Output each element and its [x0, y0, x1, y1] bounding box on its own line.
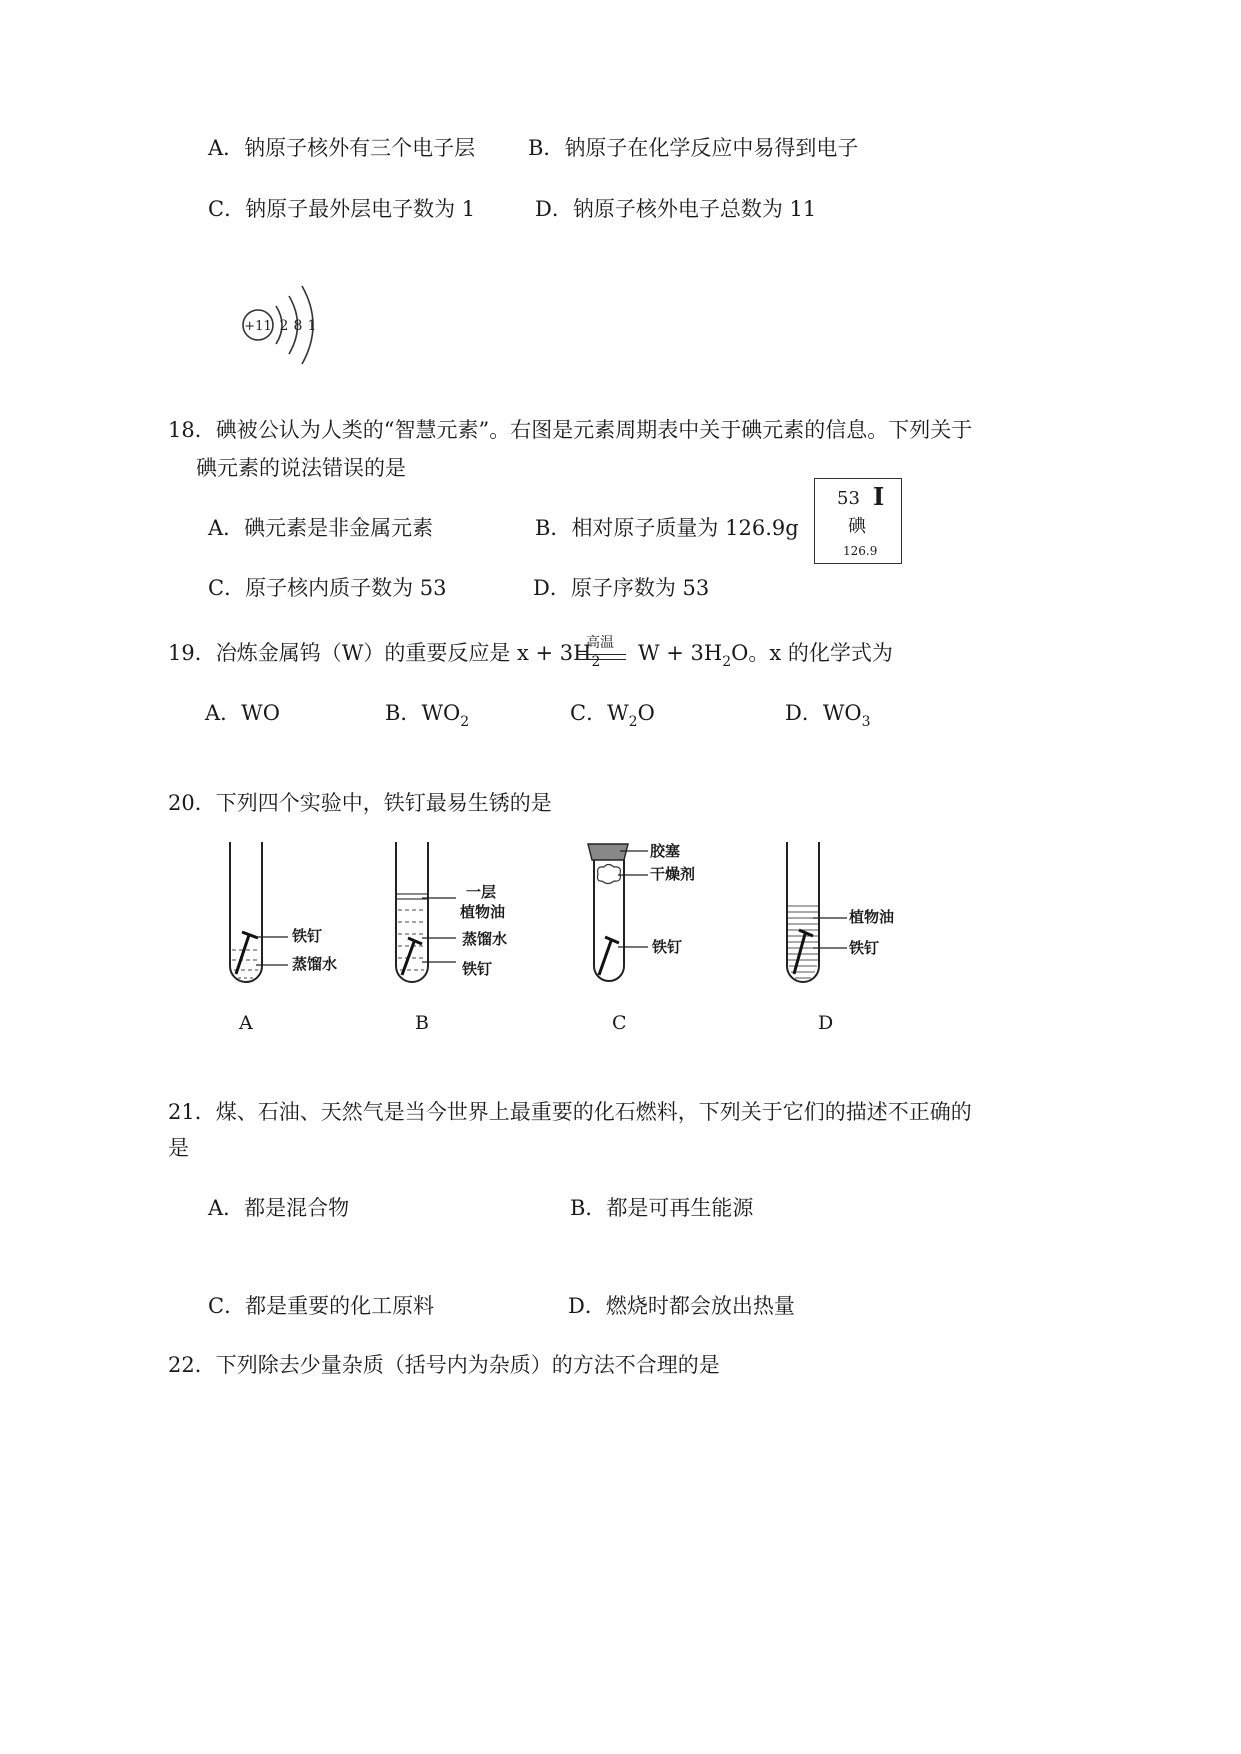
q22-stem [168, 1355, 720, 1376]
q19-stem [168, 641, 601, 670]
option-letter: B． [528, 136, 565, 160]
option-letter: B． [570, 1196, 607, 1220]
subscript: 3 [861, 714, 871, 730]
atomic-mass: 126.9 [843, 544, 878, 558]
subscript: 2 [591, 654, 601, 670]
option-letter: B． [385, 701, 422, 725]
option-letter: B． [535, 516, 572, 540]
tube-c-leaders [618, 845, 654, 955]
option-text: 钠原子核外电子总数为 11 [572, 197, 817, 221]
q18-stem-line1 [168, 420, 972, 441]
nucleus-charge: +11 [244, 319, 272, 334]
q17-option-d[interactable] [535, 199, 816, 220]
q17-option-a[interactable] [208, 138, 475, 159]
option-letter: D． [785, 701, 823, 725]
equation-left: 冶炼金属钨（W）的重要反应是 x + 3H [215, 641, 592, 665]
tube-b-label-water: 蒸馏水 [462, 930, 508, 948]
option-text: 都是重要的化工原料 [245, 1294, 435, 1318]
q19-option-d[interactable] [785, 701, 871, 730]
shell-2-count: 8 [293, 318, 303, 334]
option-letter: A． [208, 516, 245, 540]
option-text: 相对原子质量为 126.9g [571, 516, 799, 540]
question-number: 19． [168, 641, 216, 665]
tube-b-leaders [422, 890, 462, 970]
q17-option-c[interactable] [208, 199, 475, 220]
iodine-element-card [814, 478, 902, 564]
tube-b-label-oil-1: 一层 [466, 883, 497, 901]
question-number: 18． [168, 418, 216, 442]
tube-a-leaders [256, 925, 296, 975]
option-letter: A． [205, 701, 242, 725]
shell-1-count: 2 [279, 318, 289, 334]
q20-stem [168, 793, 552, 814]
q17-option-b[interactable] [528, 138, 858, 159]
option-text: 都是可再生能源 [606, 1196, 754, 1220]
element-name: 碘 [848, 516, 866, 537]
option-text: WO [421, 701, 461, 725]
option-text: 都是混合物 [244, 1196, 350, 1220]
option-letter: C． [208, 197, 246, 221]
q21-stem-line2: 是 [168, 1136, 189, 1160]
option-text: 燃烧时都会放出热量 [605, 1294, 795, 1318]
equals-line-bottom [578, 659, 626, 660]
option-text-post: O [637, 701, 655, 725]
tube-c-label-stopper: 胶塞 [650, 842, 681, 860]
q18-option-a[interactable] [208, 518, 433, 539]
equation-right: W + 3H [638, 641, 723, 665]
option-text: W [607, 701, 629, 725]
q21-option-a[interactable] [208, 1198, 349, 1219]
atomic-number: 53 [837, 488, 860, 509]
option-text: WO [241, 701, 280, 725]
tube-c-caption[interactable]: C [612, 1012, 627, 1034]
q18-option-c[interactable] [208, 578, 446, 599]
option-text: 原子核内质子数为 53 [245, 576, 447, 600]
question-number: 21． [168, 1100, 216, 1124]
option-text: 碘元素是非金属元素 [244, 516, 434, 540]
question-text: 碘被公认为人类的“智慧元素”。右图是元素周期表中关于碘元素的信息。下列关于 [215, 418, 973, 442]
q21-option-b[interactable] [570, 1198, 753, 1219]
tube-d-caption[interactable]: D [818, 1012, 834, 1034]
q19-option-a[interactable] [205, 703, 280, 724]
question-text: 下列除去少量杂质（括号内为杂质）的方法不合理的是 [215, 1353, 720, 1377]
option-letter: A． [208, 136, 245, 160]
tube-d-label-nail: 铁钉 [849, 939, 880, 957]
q21-stem-line1 [168, 1102, 972, 1123]
option-letter: C． [208, 1294, 246, 1318]
tube-c-label-desiccant: 干燥剂 [650, 865, 696, 883]
option-text: 原子序数为 53 [570, 576, 710, 600]
tube-c-desiccant [598, 865, 621, 884]
tube-c-label-nail: 铁钉 [652, 938, 683, 956]
tube-a-label-nail: 铁钉 [292, 927, 323, 945]
q19-option-b[interactable] [385, 701, 470, 730]
option-text: 钠原子最外层电子数为 1 [245, 197, 476, 221]
tube-d-label-oil: 植物油 [849, 908, 895, 926]
reaction-condition [578, 636, 628, 666]
question-text: 煤、石油、天然气是当今世界上最重要的化石燃料，下列关于它们的描述不正确的 [215, 1100, 972, 1124]
tube-a-caption[interactable]: A [239, 1012, 253, 1034]
q18-stem-line2: 碘元素的说法错误的是 [196, 456, 406, 480]
option-letter: C． [570, 701, 608, 725]
tube-a-nail [236, 935, 249, 974]
option-letter: D． [533, 576, 571, 600]
q19-option-c[interactable] [570, 701, 655, 730]
question-text: O。x 的化学式为 [731, 641, 893, 665]
element-symbol: I [873, 482, 885, 511]
option-text: 钠原子在化学反应中易得到电子 [564, 136, 859, 160]
option-letter: D． [535, 197, 573, 221]
option-text: 钠原子核外有三个电子层 [244, 136, 476, 160]
subscript: 2 [460, 714, 470, 730]
question-number: 20． [168, 791, 216, 815]
tube-d-leaders [813, 910, 853, 960]
q21-option-d[interactable] [568, 1296, 795, 1317]
tube-a-label-water: 蒸馏水 [292, 955, 338, 973]
subscript: 2 [722, 654, 732, 670]
tube-b-label-nail: 铁钉 [462, 960, 493, 978]
question-number: 22． [168, 1353, 216, 1377]
option-letter: A． [208, 1196, 245, 1220]
condition-text: 高温 [586, 635, 614, 651]
option-text: WO [822, 701, 862, 725]
question-text: 下列四个实验中，铁钉最易生锈的是 [215, 791, 552, 815]
equals-line-top [578, 654, 626, 655]
tube-b-label-oil-2: 植物油 [460, 903, 506, 921]
q18-option-b[interactable] [535, 518, 799, 539]
subscript: 2 [628, 714, 638, 730]
q21-option-c[interactable] [208, 1296, 434, 1317]
tube-b-caption[interactable]: B [415, 1012, 429, 1034]
shell-3-count: 1 [307, 318, 317, 334]
option-letter: C． [208, 576, 246, 600]
q19-stem-right [638, 641, 893, 670]
tube-c-nail [599, 941, 611, 975]
q18-option-d[interactable] [533, 578, 709, 599]
option-letter: D． [568, 1294, 606, 1318]
sodium-atom-diagram [236, 282, 326, 368]
